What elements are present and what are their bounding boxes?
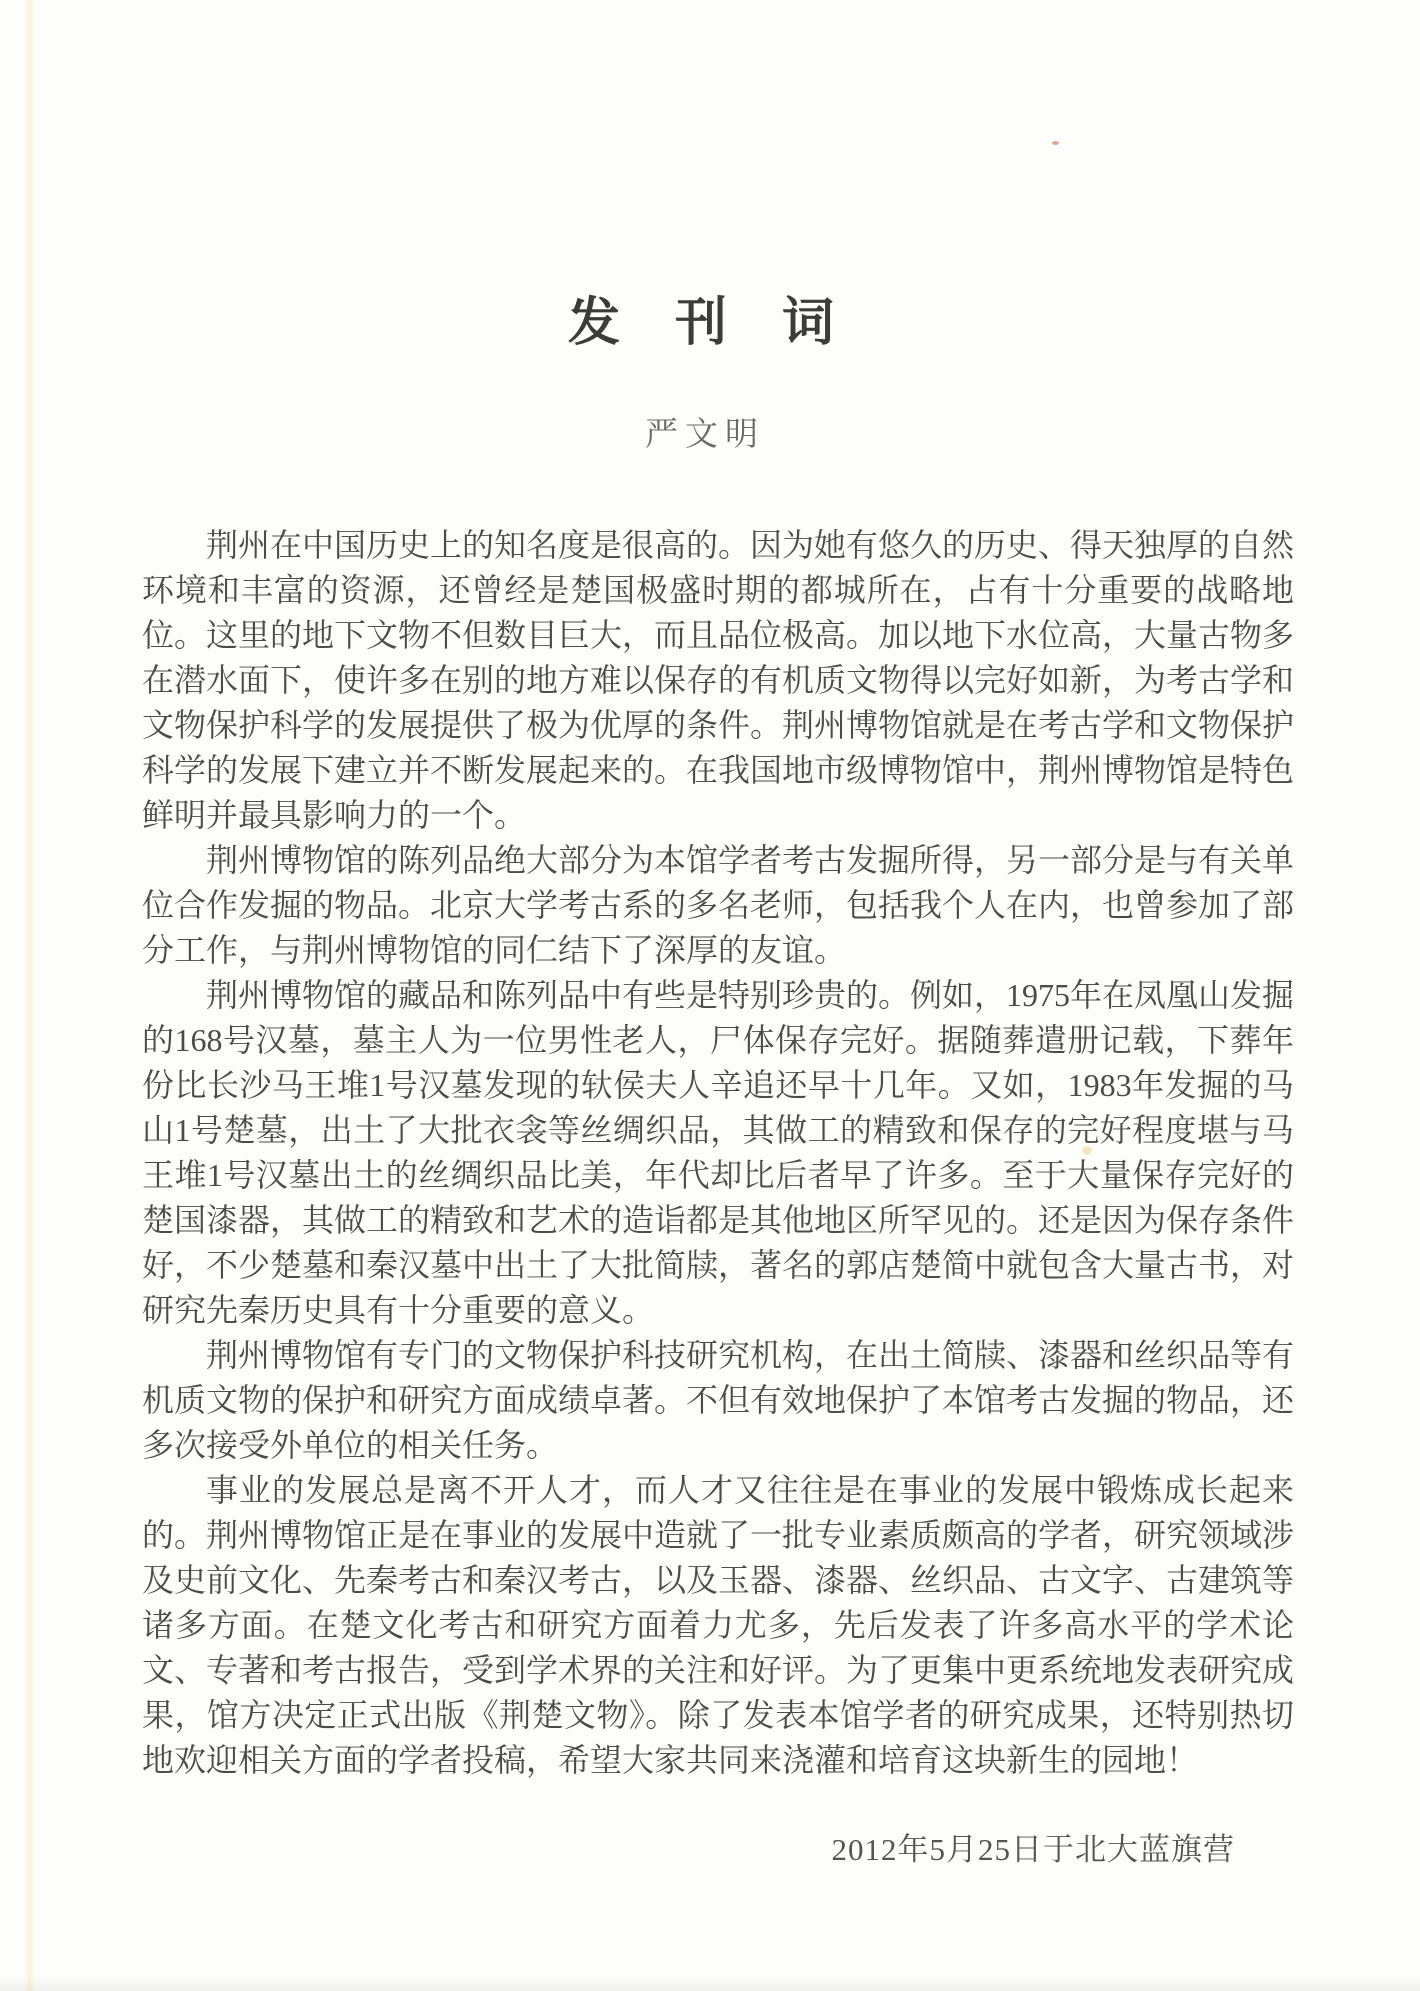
paragraph-2: 荆州博物馆的陈列品绝大部分为本馆学者考古发掘所得，另一部分是与有关单位合作发掘的物品。北京大学考古系的多名老师，包括我个人在内，也曾参加了部分工作，与荆州博物馆的同仁结下了深厚的友谊。 — [142, 842, 1295, 968]
author-name: 严文明 — [645, 417, 765, 453]
paragraph-3: 荆州博物馆的藏品和陈列品中有些是特别珍贵的。例如，1975年在凤凰山发掘的168号汉墓，墓主人为一位男性老人，尸体保存完好。据随葬遣册记载，下葬年份比长沙马王堆1号汉墓发现的轪侯夫人辛追还早十几年。又如，1983年发掘的马山1号楚墓，出土了大批衣衾等丝绸织品，其做工的精致和保存的完好程度堪与马王堆1号汉墓出土的丝绸织品比美，年代却比后者早了许多。至于大量保存完好的楚国漆器，其做工的精致和艺术的造诣都是其他地区所罕见的。还是因为保存条件好，不少楚墓和秦汉墓中出土了大批简牍，著名的郭店楚简中就包含大量古书，对研究先秦历史具有十分重要的意义。 — [142, 977, 1295, 1328]
scan-bottom-shade — [0, 1977, 1420, 1991]
document-body — [142, 523, 1294, 1783]
paragraph-4: 荆州博物馆有专门的文物保护科技研究机构，在出土简牍、漆器和丝织品等有机质文物的保护和研究方面成绩卓著。不但有效地保护了本馆考古发掘的物品，还多次接受外单位的相关任务。 — [142, 1337, 1295, 1463]
scan-speck-red — [1052, 141, 1059, 145]
paragraph-5: 事业的发展总是离不开人才，而人才又往往是在事业的发展中锻炼成长起来的。荆州博物馆正是在事业的发展中造就了一批专业素质颇高的学者，研究领域涉及史前文化、先秦考古和秦汉考古，以及玉器、漆器、丝织品、古文字、古建筑等诸多方面。在楚文化考古和研究方面着力尤多，先后发表了许多高水平的学术论文、专著和考古报告，受到学术界的关注和好评。为了更集中更系统地发表研究成果，馆方决定正式出版《荆楚文物》。除了发表本馆学者的研究成果，还特别热切地欢迎相关方面的学者投稿，希望大家共同来浇灌和培育这块新生的园地！ — [142, 1472, 1295, 1778]
dateline: 2012年5月25日于北大蓝旗营 — [831, 1832, 1235, 1867]
paragraph-1: 荆州在中国历史上的知名度是很高的。因为她有悠久的历史、得天独厚的自然环境和丰富的资源，还曾经是楚国极盛时期的都城所在，占有十分重要的战略地位。这里的地下文物不但数目巨大，而且品位极高。加以地下水位高，大量古物多在潜水面下，使许多在别的地方难以保存的有机质文物得以完好如新，为考古学和文物保护科学的发展提供了极为优厚的条件。荆州博物馆就是在考古学和文物保护科学的发展下建立并不断发展起来的。在我国地市级博物馆中，荆州博物馆是特色鲜明并最具影响力的一个。 — [142, 527, 1295, 833]
page-title: 发 刊 词 — [567, 295, 842, 352]
